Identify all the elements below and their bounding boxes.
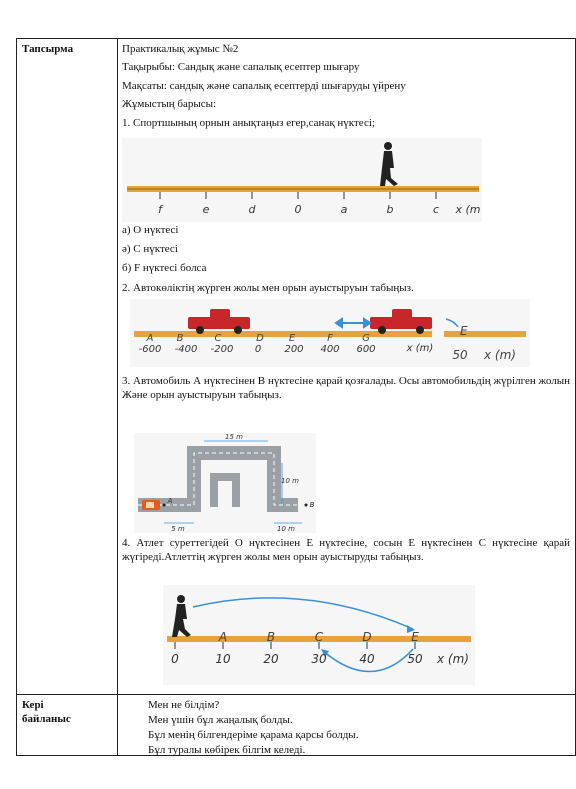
figure-2-svg <box>130 299 530 367</box>
point-c: c <box>432 203 440 216</box>
axis-unit: x (m) <box>406 343 434 354</box>
point-D: D <box>256 333 264 344</box>
figure-athlete-run <box>163 585 475 685</box>
tick-50: 50 <box>407 652 423 666</box>
tick-neg200: -200 <box>210 344 234 355</box>
point-0: 0 <box>294 203 302 216</box>
point-f: f <box>158 203 162 216</box>
axis-unit: x (m <box>455 203 481 216</box>
option-b: б) F нүктесі болса <box>122 262 207 274</box>
double-arrow-icon <box>336 319 370 327</box>
figure-road-path <box>134 433 316 533</box>
tick-200: 200 <box>284 344 304 355</box>
option-a: а) О нүктесі <box>122 224 179 236</box>
point-G: G <box>362 333 370 344</box>
inset-road-strip <box>444 331 526 337</box>
car-icon-left <box>188 309 250 334</box>
axis-unit: x (m) <box>437 652 469 666</box>
point-d: d <box>248 203 256 216</box>
point-F: F <box>327 333 333 344</box>
option-ae: ә) С нүктесі <box>122 243 178 255</box>
figure-3-svg <box>134 433 316 533</box>
small-arrow-icon <box>446 319 458 327</box>
start-dot <box>163 504 166 507</box>
end-dot <box>305 504 308 507</box>
tick-neg600: -600 <box>138 344 162 355</box>
label-A: A <box>167 497 173 505</box>
table-column-divider <box>117 38 118 756</box>
tick-600: 600 <box>356 344 376 355</box>
point-C: C <box>214 333 222 344</box>
label-B: B <box>309 501 315 509</box>
dim-bottom-right: 10 m <box>277 525 295 533</box>
tick-neg400: -400 <box>174 344 198 355</box>
figure-athlete-number-line <box>122 138 482 222</box>
feedback-line-3: Бұл менің білгендеріме қарама қарсы болды. <box>148 729 359 741</box>
figure-4-svg <box>163 585 475 685</box>
task-goal: Мақсаты: сандық және сапалық есептерді шығаруды үйрену <box>122 80 406 92</box>
task-title: Практикалық жұмыс №2 <box>122 43 239 55</box>
inset-tick-50: 50 <box>452 348 468 362</box>
table-row-divider <box>16 694 576 695</box>
point-e: e <box>202 203 210 216</box>
tick-0: 0 <box>254 344 262 355</box>
car-icon-right <box>370 309 432 334</box>
point-E: E <box>288 333 296 344</box>
question-1: 1. Спортшының орнын анықтаңыз егер,санақ нүктесі; <box>122 117 375 129</box>
feedback-line-4: Бұл туралы көбірек білгім келеді. <box>148 744 306 756</box>
tick-10: 10 <box>215 652 231 666</box>
point-D: D <box>362 630 372 644</box>
question-3: 3. Автомобиль А нүктесінен В нүктесіне қарай қозғалады. Осы автомобильдің жүрілген жолын Және орын ауыстыруын табыңыз. <box>122 375 570 401</box>
question-2: 2. Автокөліктің жүрген жолы мен орын ауыстыруын табыңыз. <box>122 282 414 294</box>
question-4: 4. Атлет суреттегідей О нүктесінен Е нүктесіне, сосын Е нүктесінен С нүктесіне қарай жүгіреді.Атлеттің жүрген жолы мен орын ауыстыруды табыңыз. <box>122 537 570 563</box>
point-B: B <box>176 333 184 344</box>
dim-top: 15 m <box>225 433 243 441</box>
figure-1-svg <box>122 138 482 222</box>
row-label-task: Тапсырма <box>22 43 74 55</box>
task-process: Жұмыстың барысы: <box>122 98 217 110</box>
figure-car-number-line <box>130 299 530 367</box>
point-a: a <box>340 203 348 216</box>
point-C: C <box>314 630 324 644</box>
point-A: A <box>146 333 154 344</box>
point-b: b <box>386 203 394 216</box>
point-B: B <box>266 630 276 644</box>
row-label-feedback-2: байланыс <box>22 713 71 725</box>
runner-icon <box>380 142 398 186</box>
tick-30: 30 <box>311 652 327 666</box>
feedback-line-2: Мен үшін бұл жаңалық болды. <box>148 714 293 726</box>
car-icon <box>142 500 160 510</box>
dim-side: 10 m <box>281 477 299 485</box>
tick-40: 40 <box>359 652 375 666</box>
arc-o-to-e <box>193 598 413 629</box>
task-topic: Тақырыбы: Сандық және сапалық есептер шығару <box>122 61 360 73</box>
inset-point-E: E <box>460 324 468 338</box>
inset-axis-unit: x (m) <box>484 348 516 362</box>
point-A: A <box>218 630 228 644</box>
tick-0: 0 <box>171 652 179 666</box>
tick-400: 400 <box>320 344 340 355</box>
runner-icon <box>172 595 191 637</box>
row-label-feedback-1: Кері <box>22 699 44 711</box>
dim-bottom-left: 5 m <box>171 525 185 533</box>
tick-20: 20 <box>263 652 279 666</box>
feedback-line-1: Мен не білдім? <box>148 699 220 711</box>
point-E: E <box>411 630 419 644</box>
